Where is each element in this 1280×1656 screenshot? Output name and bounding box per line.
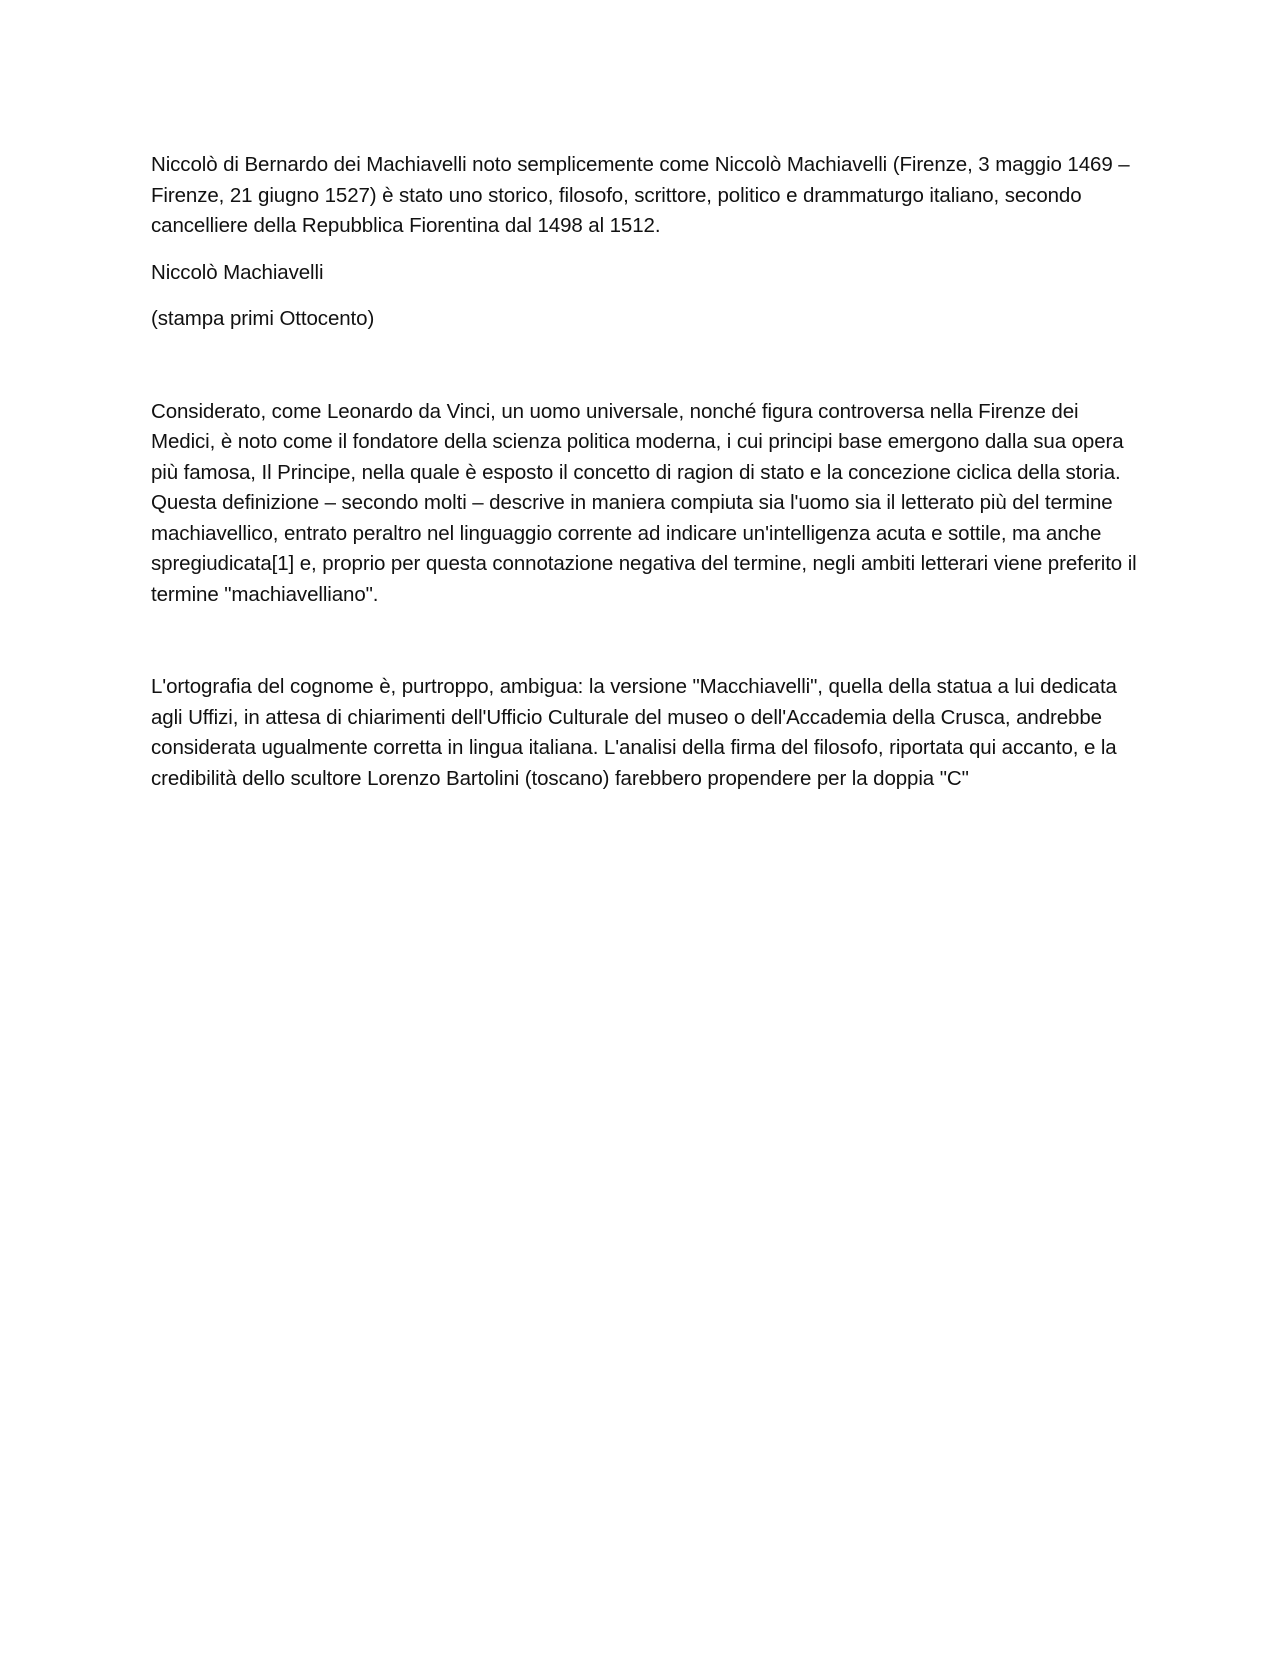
paragraph-intro: Niccolò di Bernardo dei Machiavelli noto semplicemente come Niccolò Machiavelli (Firenze, 3 maggio 1469 – Firenze, 21 giugno 1527) è stato uno storico, filosofo, scrittore, politico e drammaturgo italiano, secondo cancelliere della Repubblica Fiorentina dal 1498 al 1512.: [151, 153, 1130, 237]
image-caption-title: Niccolò Machiavelli: [151, 260, 324, 284]
paragraph-orthography: L'ortografia del cognome è, purtroppo, ambigua: la versione "Macchiavelli", quella della statua a lui dedicata agli Uffizi, in attesa di chiarimenti dell'Ufficio Culturale del museo o dell'Accademia della Crusca, andrebbe considerata ugualmente corretta in lingua italiana. L'analisi della firma del filosofo, riportata qui accanto, e la credibilità dello scultore Lorenzo Bartolini (toscano) farebbero propendere per la doppia "C": [151, 675, 1117, 790]
document-body: [151, 150, 1141, 794]
image-caption-subtitle: (stampa primi Ottocento): [151, 307, 375, 330]
paragraph-universal-man: Considerato, come Leonardo da Vinci, un uomo universale, nonché figura controversa nella Firenze dei Medici, è noto come il fondatore della scienza politica moderna, i cui principi base emergono dalla sua opera più famosa, Il Principe, nella quale è esposto il concetto di ragion di stato e la concezione ciclica della storia. Questa definizione – secondo molti – descrive in maniera compiuta sia l'uomo sia il letterato più del termine machiavellico, entrato peraltro nel linguaggio corrente ad indicare un'intelligenza acuta e sottile, ma anche spregiudicata[1] e, proprio per questa connotazione negativa del termine, negli ambiti letterari viene preferito il termine "machiavelliano".: [151, 399, 1137, 606]
